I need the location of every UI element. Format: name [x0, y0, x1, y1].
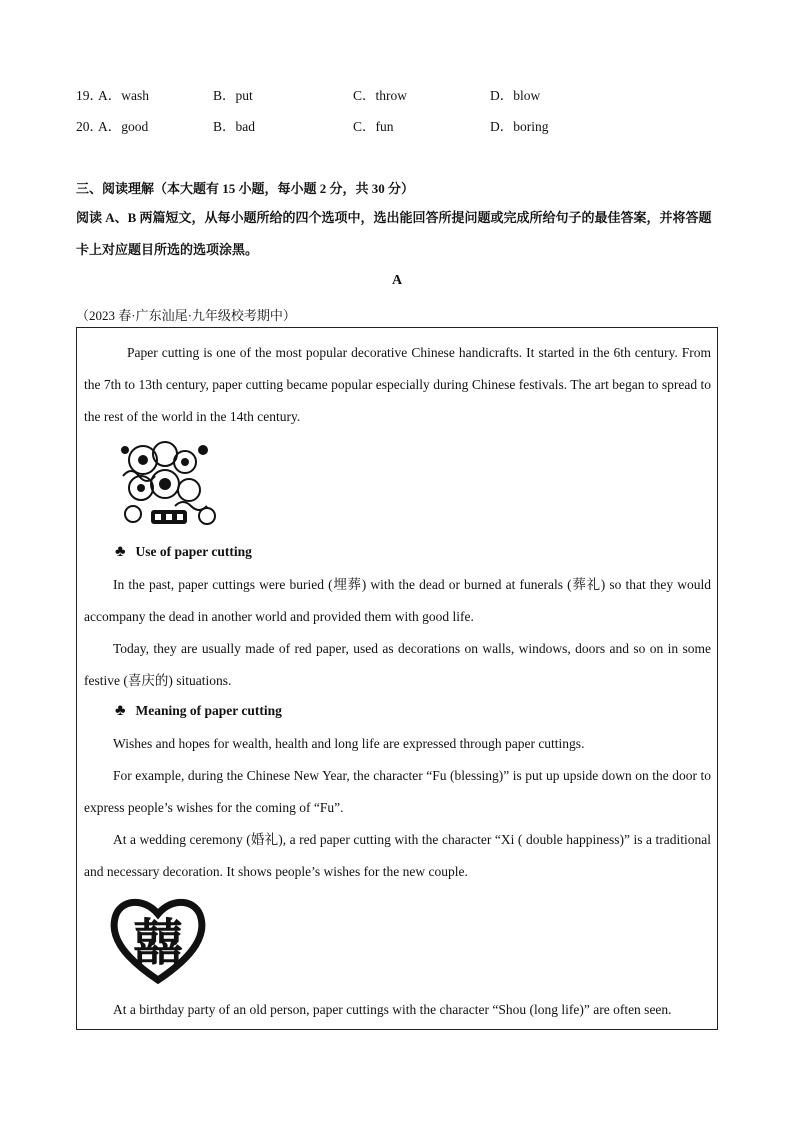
intro-paragraph: Paper cutting is one of the most popular decorative Chinese handicrafts. It started in the 6th century. From the 7th to 13th century, paper cutting became popular especially during Chinese festivals. The art began to spread to the rest of the world in the 14th century. [84, 345, 711, 424]
club-icon: ♣ [115, 702, 126, 719]
heading-use: ♣ Use of paper cutting [115, 543, 252, 560]
meaning-paragraph-3: At a wedding ceremony (婚礼), a red paper cutting with the character “Xi ( double happiness)” is a traditional and necessary decoration. It shows people’s wishes for the new couple. [84, 832, 711, 879]
option-d: D．boring [490, 119, 549, 134]
option-b: B．put [213, 88, 253, 103]
passage-label: A [391, 273, 403, 288]
option-c: C．fun [353, 119, 394, 134]
double-happiness-heart-image [109, 894, 207, 984]
meaning-paragraph-4: At a birthday party of an old person, paper cuttings with the character “Shou (long life)” are often seen. [113, 1002, 672, 1017]
heading-meaning: ♣ Meaning of paper cutting [115, 702, 282, 719]
option-a: A．wash [98, 88, 149, 103]
section-instructions: 阅读 A、B 两篇短文，从每小题所给的四个选项中，选出能回答所提问题或完成所给句子的最佳答案，并将答题卡上对应题目所选的选项涂黑。 [76, 210, 712, 257]
passage-source: （2023 春·广东汕尾·九年级校考期中） [76, 308, 296, 323]
club-icon: ♣ [115, 543, 126, 560]
lion-paper-cutting-image [113, 436, 219, 532]
question-number: 20． [76, 119, 103, 134]
option-d: D．blow [490, 88, 541, 103]
option-c: C．throw [353, 88, 407, 103]
use-paragraph-2: Today, they are usually made of red paper, used as decorations on walls, windows, doors and so on in some festive (喜庆的) situations. [84, 641, 711, 688]
meaning-paragraph-2: For example, during the Chinese New Year, the character “Fu (blessing)” is put up upside down on the door to express people’s wishes for the coming of “Fu”. [84, 768, 711, 815]
passage-box [76, 327, 718, 1030]
svg-text:囍: 囍 [133, 914, 183, 972]
question-number: 19． [76, 88, 103, 103]
meaning-paragraph-1: Wishes and hopes for wealth, health and long life are expressed through paper cuttings. [113, 736, 585, 751]
option-b: B．bad [213, 119, 255, 134]
option-a: A．good [98, 119, 149, 134]
section-title: 三、阅读理解（本大题有 15 小题，每小题 2 分，共 30 分） [76, 181, 415, 196]
use-paragraph-1: In the past, paper cuttings were buried (埋葬) with the dead or burned at funerals (葬礼) so that they would accompany the dead in another world and provided them with good life. [84, 577, 711, 624]
